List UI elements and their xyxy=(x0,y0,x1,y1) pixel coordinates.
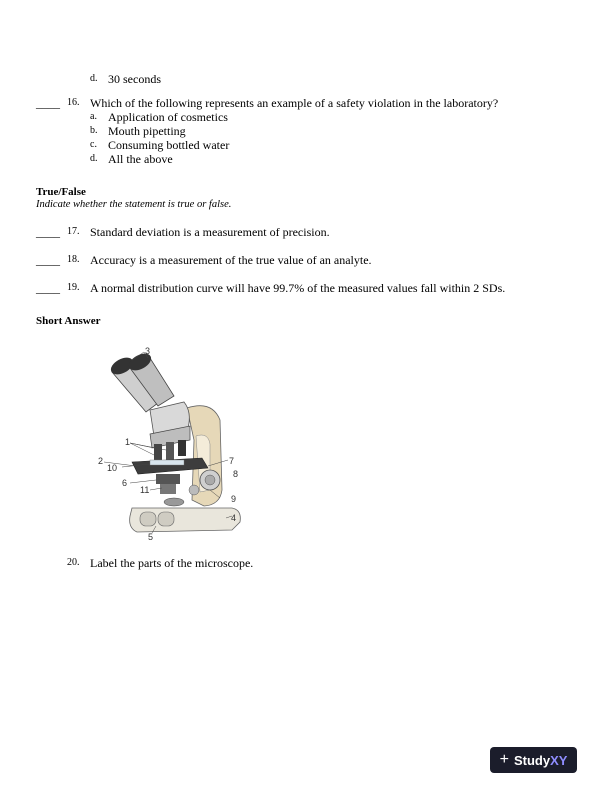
question-number: 19. xyxy=(67,282,80,293)
figure-label: 9 xyxy=(231,494,237,504)
question-number: 18. xyxy=(67,254,80,265)
question-text: Standard deviation is a measurement of precision. xyxy=(90,225,330,239)
option-text: All the above xyxy=(108,152,173,166)
option-text: Mouth pipetting xyxy=(108,124,186,138)
figure-label: 4 xyxy=(231,513,237,523)
answer-blank: ____ xyxy=(36,225,60,239)
question-number: 16. xyxy=(67,97,80,108)
question-text: Accuracy is a measurement of the true value of an analyte. xyxy=(90,253,372,267)
section-instruction: Indicate whether the statement is true or false. xyxy=(36,199,232,210)
logo-text: StudyXY xyxy=(513,752,568,768)
figure-label: 2 xyxy=(98,456,104,466)
option-text: Consuming bottled water xyxy=(108,138,230,152)
figure-label: 5 xyxy=(148,532,154,542)
answer-blank: ____ xyxy=(36,96,60,110)
question-number: 20. xyxy=(67,557,80,568)
option-text: 30 seconds xyxy=(108,72,161,86)
question-text: Label the parts of the microscope. xyxy=(90,556,254,570)
option-letter: a. xyxy=(90,111,97,122)
option-letter: d. xyxy=(90,73,98,84)
figure-label: 3 xyxy=(145,346,151,356)
answer-blank: ____ xyxy=(36,253,60,267)
plus-icon: + xyxy=(499,751,509,768)
figure-label: 1 xyxy=(125,437,131,447)
option-letter: b. xyxy=(90,125,98,136)
answer-blank: ____ xyxy=(36,281,60,295)
figure-label: 6 xyxy=(122,478,128,488)
option-text: Application of cosmetics xyxy=(108,110,228,124)
figure-label: 8 xyxy=(233,469,239,479)
section-heading: Short Answer xyxy=(36,315,101,327)
section-heading: True/False xyxy=(36,186,86,198)
microscope-figure xyxy=(92,340,252,545)
question-text: A normal distribution curve will have 99.7% of the measured values fall within 2 SDs. xyxy=(90,281,506,295)
option-letter: d. xyxy=(90,153,98,164)
question-text: Which of the following represents an example of a safety violation in the laboratory? xyxy=(90,96,499,110)
figure-label: 7 xyxy=(229,456,235,466)
figure-label: 10 xyxy=(107,463,118,473)
figure-label: 11 xyxy=(140,485,150,495)
question-number: 17. xyxy=(67,226,80,237)
studyxy-logo xyxy=(490,747,577,773)
option-letter: c. xyxy=(90,139,97,150)
